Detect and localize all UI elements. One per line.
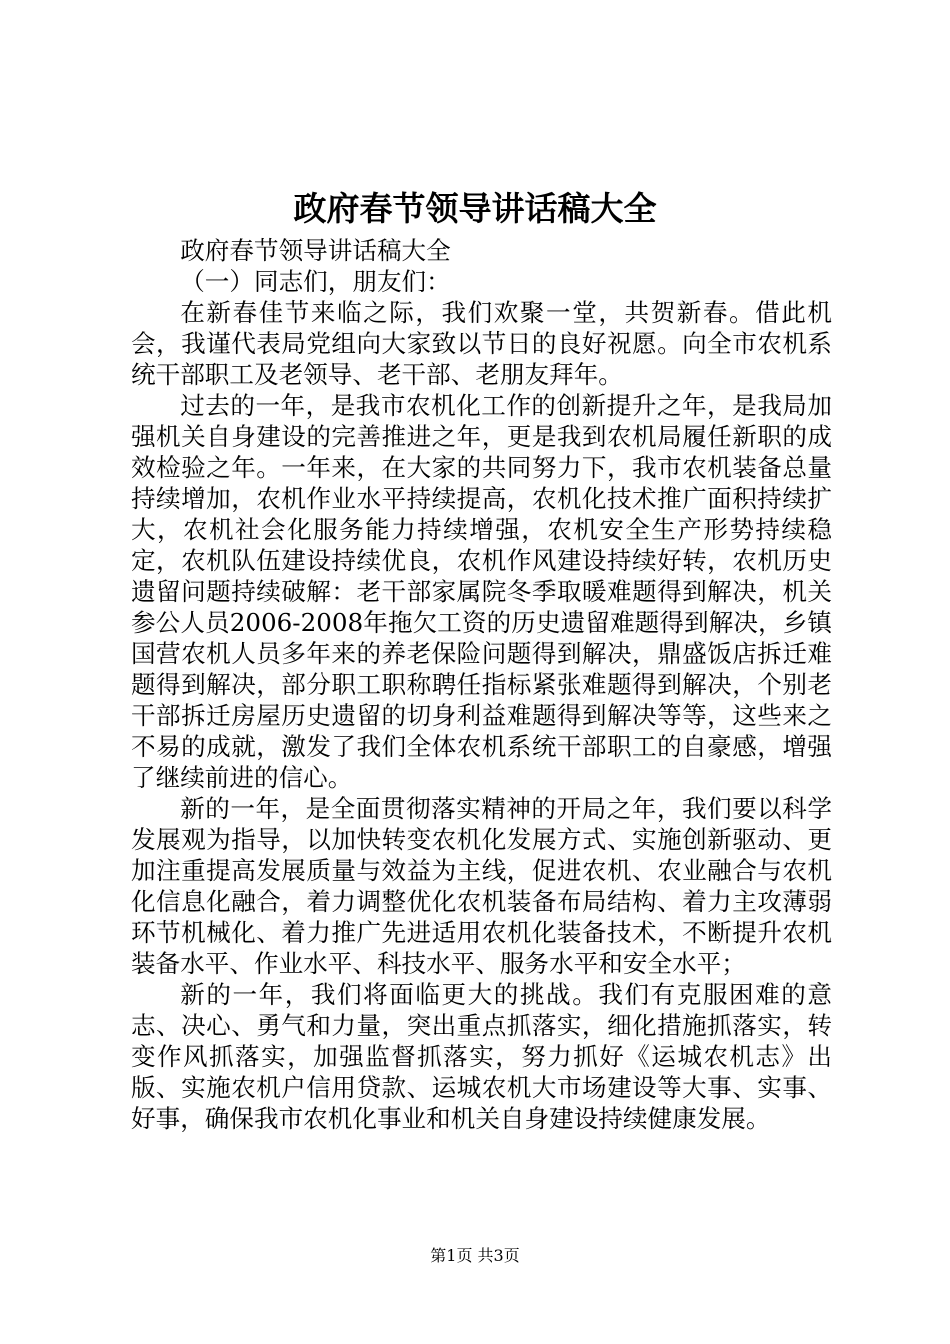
page-footer: 第1页 共3页: [430, 1246, 520, 1265]
subtitle-paragraph: 政府春节领导讲话稿大全: [180, 236, 451, 265]
salutation-paragraph: （一）同志们，朋友们：: [180, 267, 451, 296]
document-title: 政府春节领导讲话稿大全: [293, 189, 657, 228]
document-body: [131, 235, 832, 1134]
body-paragraph: 新的一年，我们将面临更大的挑战。我们有克服困难的意志、决心、勇气和力量，突出重点抓落实，细化措施抓落实，转变作风抓落实，加强监督抓落实，努力抓好《运城农机志》出版、实施农机户信用贷款、运城农机大市场建设等大事、实事、好事，确保我市农机化事业和机关自身建设持续健康发展。: [131, 980, 832, 1133]
body-paragraph: 新的一年，是全面贯彻落实精神的开局之年，我们要以科学发展观为指导，以加快转变农机化发展方式、实施创新驱动、更加注重提高发展质量与效益为主线，促进农机、农业融合与农机化信息化融合，着力调整优化农机装备布局结构、着力主攻薄弱环节机械化、着力推广先进适用农机化装备技术，不断提升农机装备水平、作业水平、科技水平、服务水平和安全水平；: [131, 794, 832, 978]
body-paragraph: 在新春佳节来临之际，我们欢聚一堂，共贺新春。借此机会，我谨代表局党组向大家致以节日的良好祝愿。向全市农机系统干部职工及老领导、老干部、老朋友拜年。: [131, 298, 832, 389]
body-paragraph: 过去的一年，是我市农机化工作的创新提升之年，是我局加强机关自身建设的完善推进之年，更是我到农机局履任新职的成效检验之年。一年来，在大家的共同努力下，我市农机装备总量持续增加，农机作业水平持续提高，农机化技术推广面积持续扩大，农机社会化服务能力持续增强，农机安全生产形势持续稳定，农机队伍建设持续优良，农机作风建设持续好转，农机历史遗留问题持续破解：老干部家属院冬季取暖难题得到解决，机关参公人员2006-2008年拖欠工资的历史遗留难题得到解决，乡镇国营农机人员多年来的养老保险问题得到解决，鼎盛饭店拆迁难题得到解决，部分职工职称聘任指标紧张难题得到解决，个别老干部拆迁房屋历史遗留的切身利益难题得到解决等等，这些来之不易的成就，激发了我们全体农机系统干部职工的自豪感，增强了继续前进的信心。: [131, 391, 832, 792]
